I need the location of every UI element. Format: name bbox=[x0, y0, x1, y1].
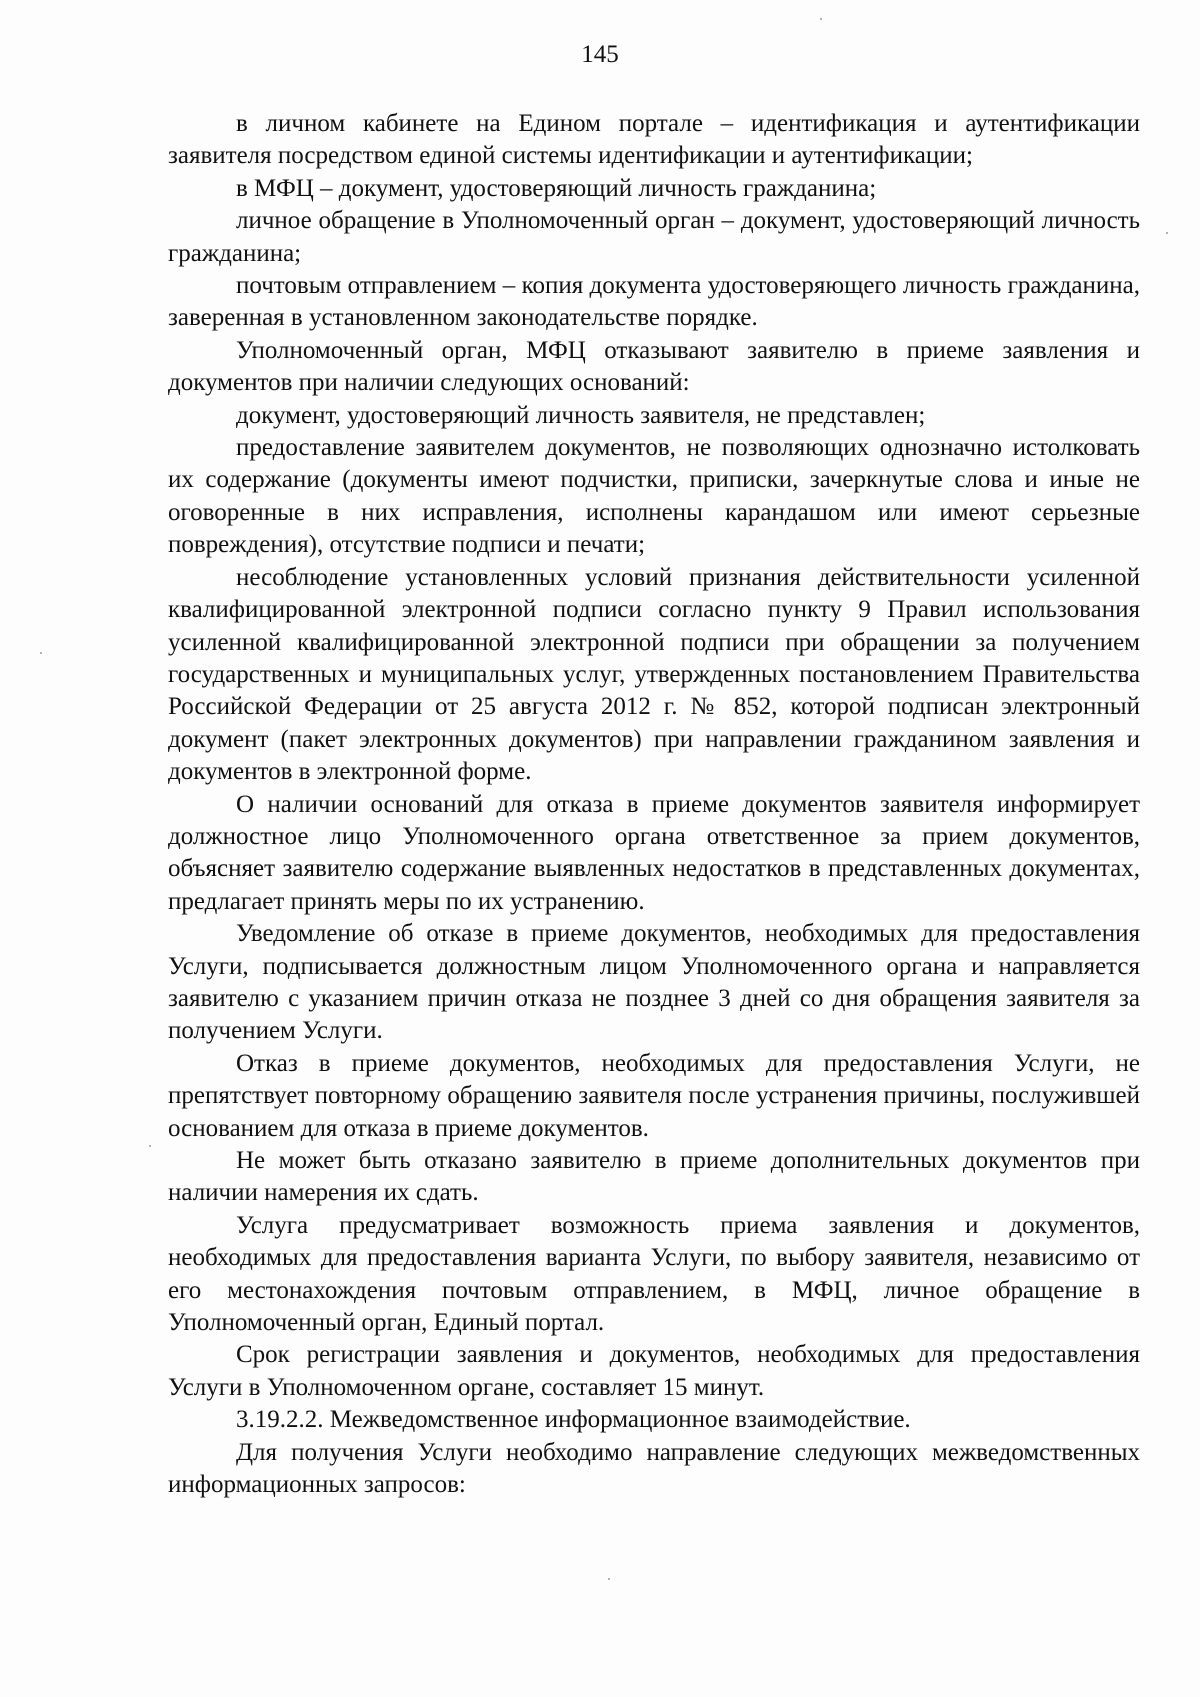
paragraph-refusal-notice: Уведомление об отказе в приеме документов, необходимых для предоставления Услуги, подписывается должностным лицом Уполномоченного органа и направляется заявителю с указанием причин отказа не позднее 3 дней со дня обращения заявителя за получением Услуги. bbox=[168, 920, 1140, 1045]
paragraph-registration-term: Срок регистрации заявления и документов, необходимых для предоставления Услуги в Уполномоченном органе, составляет 15 минут. bbox=[168, 1341, 1140, 1401]
paragraph-refusal-inform: О наличии оснований для отказа в приеме документов заявителя информирует должностное лицо Уполномоченного органа ответственное за прием документов, объясняет заявителю содержание выявленных недостатков в представленных документах, предлагает принять меры по их устранению. bbox=[168, 790, 1140, 915]
paragraph-refusal-grounds-intro: Уполномоченный орган, МФЦ отказывают заявителю в приеме заявления и документов при наличии следующих оснований: bbox=[168, 336, 1140, 397]
scan-speck bbox=[608, 1578, 610, 1580]
scan-speck bbox=[40, 652, 42, 654]
scan-speck bbox=[149, 1145, 151, 1147]
section-heading-interagency: 3.19.2.2. Межведомственное информационное взаимодействие. bbox=[236, 1406, 911, 1434]
paragraph-identification-mfc: в МФЦ – документ, удостоверяющий личность гражданина; bbox=[236, 174, 877, 202]
page-number: 145 bbox=[581, 41, 619, 68]
scan-speck bbox=[1166, 232, 1168, 234]
paragraph-refusal-signature: несоблюдение установленных условий признания действительности усиленной квалифицированной электронной подписи согласно пункту 9 Правил использования усиленной квалифицированной электронной подписи при обращении за получением государственных и муниципальных услуг, утвержденных постановлением Правительства Российской Федерации от 25 августа 2012 г. № 852, которой подписан электронный документ (пакет электронных документов) при направлении гражданином заявления и документов в электронной форме. bbox=[168, 563, 1140, 786]
scan-speck bbox=[820, 18, 822, 20]
paragraph-identification-portal: в личном кабинете на Едином портале – идентификация и аутентификации заявителя посредством единой системы идентификации и аутентификации; bbox=[168, 110, 1140, 170]
document-body bbox=[168, 108, 1140, 1501]
paragraph-submission-channels: Услуга предусматривает возможность приема заявления и документов, необходимых для предоставления варианта Услуги, по выбору заявителя, независимо от его местонахождения почтовым отправлением, в МФЦ, личное обращение в Уполномоченный орган, Единый портал. bbox=[168, 1211, 1140, 1337]
paragraph-refusal-no-barrier: Отказ в приеме документов, необходимых для предоставления Услуги, не препятствует повторному обращению заявителя после устранения причины, послужившей основанием для отказа в приеме документов. bbox=[168, 1049, 1140, 1142]
paragraph-refusal-no-identity: документ, удостоверяющий личность заявителя, не представлен; bbox=[236, 401, 926, 429]
paragraph-identification-personal: личное обращение в Уполномоченный орган – документ, удостоверяющий личность гражданина; bbox=[168, 207, 1140, 267]
paragraph-additional-documents: Не может быть отказано заявителю в приеме дополнительных документов при наличии намерения их сдать. bbox=[168, 1147, 1140, 1207]
paragraph-interagency-requests: Для получения Услуги необходимо направление следующих межведомственных информационных запросов: bbox=[168, 1438, 1140, 1499]
paragraph-identification-postal: почтовым отправлением – копия документа удостоверяющего личность гражданина, заверенная в установленном законодательстве порядке. bbox=[168, 272, 1140, 332]
paragraph-refusal-unclear-documents: предоставление заявителем документов, не позволяющих однозначно истолковать их содержание (документы имеют подчистки, приписки, зачеркнутые слова и иные не оговоренные в них исправления, исполнены карандашом или имеют серьезные повреждения), отсутствие подписи и печати; bbox=[168, 434, 1140, 559]
